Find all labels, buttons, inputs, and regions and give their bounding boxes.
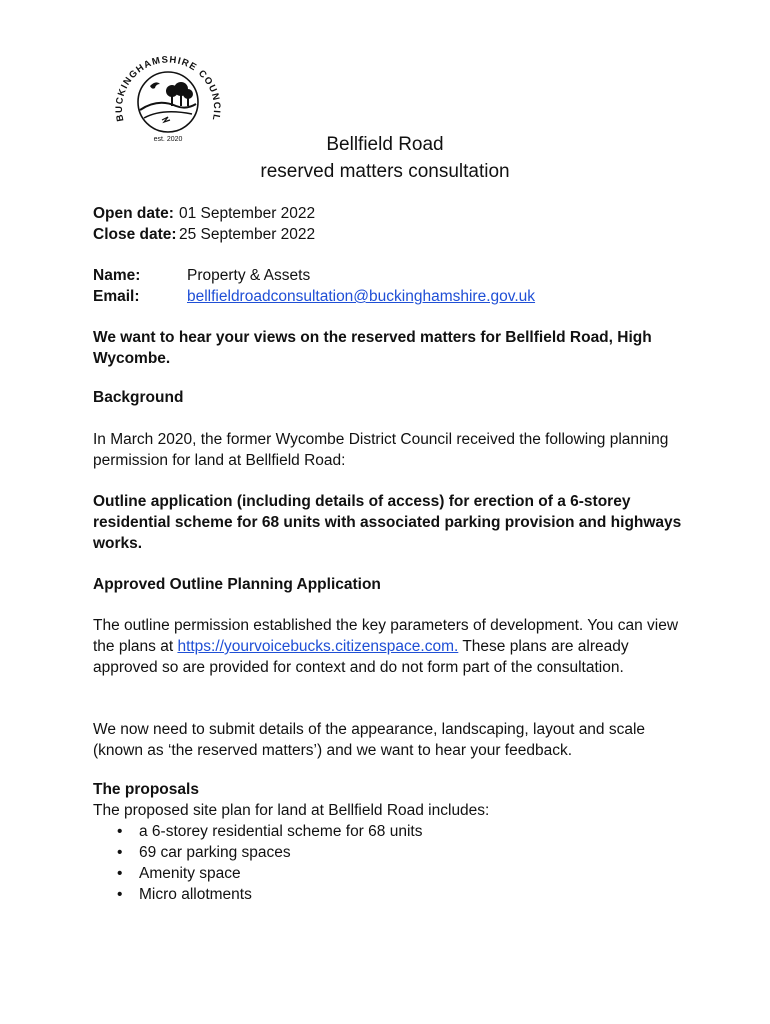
background-heading: Background [93,389,184,406]
approved-heading: Approved Outline Planning Application [93,576,381,593]
email-row [93,286,535,307]
name-row [93,265,310,286]
list-item: • Micro allotments [139,884,729,905]
email-link[interactable]: bellfieldroadconsultation@buckinghamshire.gov.uk [187,288,536,305]
list-item: • a 6-storey residential scheme for 68 units [139,821,729,842]
proposals-intro: The proposed site plan for land at Bellfield Road includes: [93,802,490,819]
open-date-value: 01 September 2022 [179,205,316,222]
close-date-row [93,224,315,245]
open-date-label: Open date: [93,205,174,222]
submit-paragraph: We now need to submit details of the appearance, landscaping, layout and scale (known as ‘the reserved matters’) and we want to hear your feedback. [93,721,646,759]
list-item: • Amenity space [139,863,729,884]
background-text: In March 2020, the former Wycombe District Council received the following planning permission for land at Bellfield Road: [93,431,669,469]
list-item: • 69 car parking spaces [139,842,729,863]
close-date-value: 25 September 2022 [179,226,316,243]
logo-est-text: est. 2020 [153,136,183,143]
name-label: Name: [93,267,141,284]
citizenspace-link[interactable]: https://yourvoicebucks.citizenspace.com. [177,638,459,655]
approved-text-before: The outline permission established the key parameters of development. You can view the plans at [93,617,679,655]
open-date-row [93,203,315,224]
proposals-list [93,821,729,905]
document-title-line2: reserved matters consultation [260,161,510,182]
approved-text-after: These plans are already approved so are provided for context and do not form part of the consultation. [93,638,629,676]
intro-statement: We want to hear your views on the reserved matters for Bellfield Road, High Wycombe. [93,329,652,367]
name-value: Property & Assets [187,267,311,284]
document-title-line1: Bellfield Road [326,134,444,155]
logo-arc-text: BUCKINGHAMSHIRE COUNCIL [113,54,223,123]
email-label: Email: [93,288,140,305]
close-date-label: Close date: [93,226,177,243]
application-description: Outline application (including details of access) for erection of a 6-storey residential scheme for 68 units with associated parking provision and highways works. [93,493,682,552]
proposals-heading: The proposals [93,781,199,798]
approved-paragraph [93,615,683,678]
